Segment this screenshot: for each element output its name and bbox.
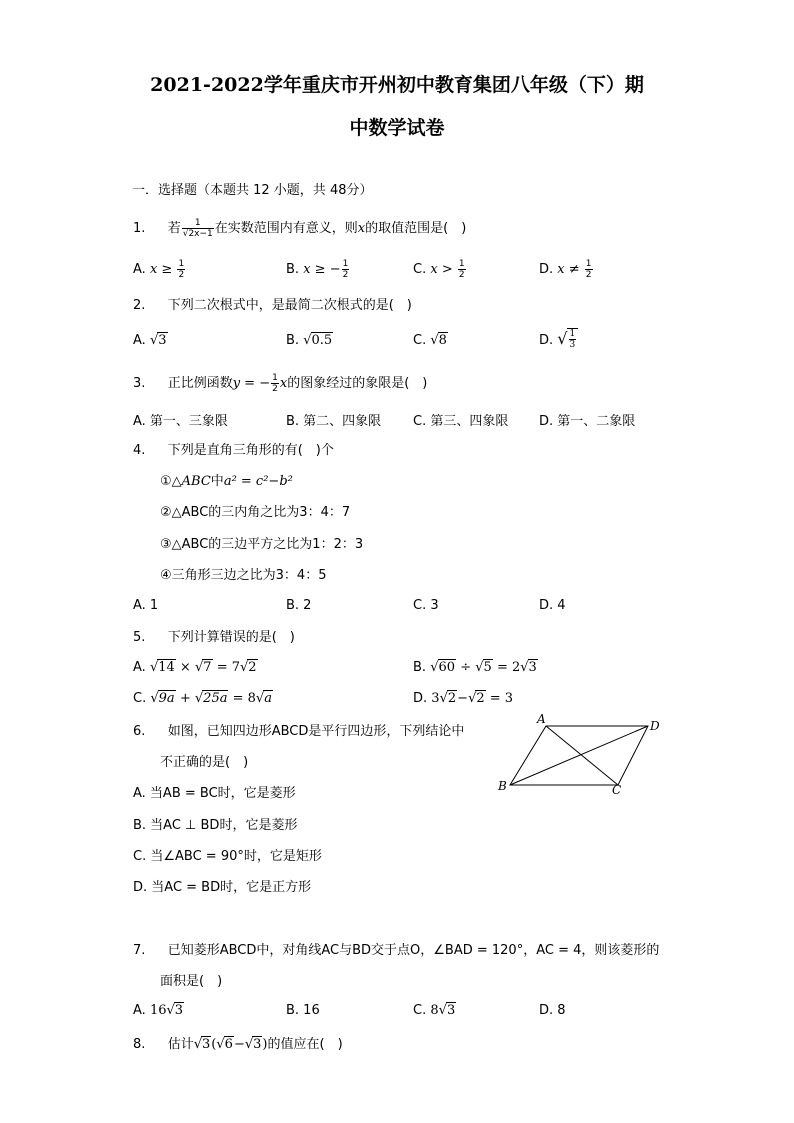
diagonal-bd bbox=[510, 726, 648, 785]
q5-c-label: C. bbox=[133, 691, 147, 706]
q8-paren-close: ) bbox=[262, 1037, 268, 1052]
q3-fn: 1 bbox=[272, 373, 278, 383]
q5-c-op: + bbox=[179, 691, 191, 706]
q7-a-c: 16 bbox=[149, 1003, 167, 1018]
q5-a-r2: 7 bbox=[203, 660, 212, 675]
q1-option-a bbox=[133, 259, 186, 280]
q7-c-label: C. bbox=[413, 1003, 427, 1018]
q4-option-b: B. 2 bbox=[286, 598, 312, 613]
q3-number: 3. bbox=[133, 376, 146, 391]
q5-option-c bbox=[133, 691, 273, 706]
q1-fraction bbox=[182, 218, 214, 239]
q1-d-expr: x ≠ bbox=[557, 262, 580, 277]
q6-stem-1 bbox=[133, 722, 464, 742]
q5-b-eq: = 2 bbox=[496, 660, 521, 675]
q4-s1-abc: ABC bbox=[181, 474, 211, 489]
q3-option-b: B. 第二、四象限 bbox=[286, 414, 382, 429]
q5-d-r1: 2 bbox=[447, 691, 457, 706]
q7-text-1: 已知菱形ABCD中，对角线AC与BD交于点O，∠BAD = 120°，AC = 4，则该菱形的 bbox=[167, 943, 660, 958]
q7-c-r: 3 bbox=[446, 1003, 456, 1018]
q5-stem bbox=[133, 628, 295, 648]
q6-option-b: B. 当AC ⊥ BD时，它是菱形 bbox=[133, 818, 298, 833]
q1-c-half bbox=[458, 259, 466, 280]
q5-a-sqrt2: √7 bbox=[194, 660, 212, 675]
q5-d-r2: 2 bbox=[476, 691, 485, 706]
q8-r2: 6 bbox=[224, 1037, 233, 1052]
q5-a-sqrt1: √14 bbox=[149, 660, 175, 675]
q1-a-half bbox=[177, 259, 185, 280]
q5-b-label: B. bbox=[413, 660, 427, 675]
q1-c-half-n: 1 bbox=[458, 259, 465, 269]
q7-option-a bbox=[133, 1003, 184, 1018]
q5-b-r2: 5 bbox=[483, 660, 492, 675]
q1-c-expr: x > bbox=[430, 262, 453, 277]
q2-option-d bbox=[539, 328, 578, 350]
q5-c-r3: a bbox=[264, 691, 272, 706]
q1-d-half-d: 2 bbox=[585, 270, 592, 280]
q5-b-sqrt3: √3 bbox=[520, 660, 537, 675]
q7-a-label: A. bbox=[133, 1003, 146, 1018]
q1-post: 在实数范围内有意义，则 bbox=[214, 221, 358, 236]
q6-parallelogram-figure bbox=[490, 708, 670, 803]
q5-number: 5. bbox=[133, 630, 146, 645]
q4-statement-3: ③△ABC的三边平方之比为1：2：3 bbox=[160, 537, 364, 552]
q1-a-label: A. bbox=[133, 262, 146, 277]
q5-c-sqrt2: √25a bbox=[194, 691, 228, 706]
q5-d-label: D. bbox=[413, 691, 428, 706]
q5-a-sqrt3: √2 bbox=[239, 660, 257, 675]
q7-c-sqrt: √3 bbox=[438, 1003, 456, 1018]
q5-option-d bbox=[413, 691, 513, 706]
q1-a-half-n: 1 bbox=[178, 259, 185, 269]
doc-title-line2: 中数学试卷 bbox=[349, 117, 445, 139]
q5-d-sqrt1: √2 bbox=[439, 691, 457, 706]
q5-option-b bbox=[413, 660, 538, 675]
q4-statement-4: ④三角形三边之比为3：4：5 bbox=[160, 568, 327, 583]
q5-d-eq: = 3 bbox=[489, 691, 514, 706]
q5-a-eq: = 7 bbox=[216, 660, 240, 675]
q1-a-half-d: 2 bbox=[178, 270, 185, 280]
q5-c-r1: 9a bbox=[158, 691, 175, 706]
q3-var: x bbox=[279, 376, 288, 391]
q1-stem bbox=[133, 218, 466, 239]
q5-a-label: A. bbox=[133, 660, 146, 675]
q1-frac-num: 1 bbox=[182, 218, 214, 229]
q1-d-half-n: 1 bbox=[585, 259, 592, 269]
q4-statement-2: ②△ABC的三内角之比为3：4：7 bbox=[160, 505, 351, 520]
q5-a-op: × bbox=[179, 660, 191, 675]
q1-option-d bbox=[539, 259, 594, 280]
q3-option-a: A. 第一、三象限 bbox=[133, 414, 228, 429]
q1-var: x bbox=[357, 221, 366, 236]
q1-option-c bbox=[413, 259, 467, 280]
q8-r1: 3 bbox=[202, 1037, 211, 1052]
q6-option-c: C. 当∠ABC = 90°时，它是矩形 bbox=[133, 849, 322, 864]
q7-a-sqrt: √3 bbox=[166, 1003, 184, 1018]
q8-pre: 估计 bbox=[167, 1037, 194, 1052]
q1-number: 1. bbox=[133, 221, 146, 236]
q1-pre: 若 bbox=[167, 221, 181, 236]
q2-c-label: C. bbox=[413, 333, 427, 348]
q1-b-half-d: 2 bbox=[342, 270, 349, 280]
q4-statement-1 bbox=[160, 472, 293, 492]
q4-option-d: D. 4 bbox=[539, 598, 566, 613]
q2-d-sqrt: √ $\frac{1}{3}$ bbox=[557, 328, 578, 350]
q2-d-d: 3 bbox=[569, 340, 576, 350]
q5-option-a bbox=[133, 660, 258, 675]
q2-number: 2. bbox=[133, 298, 146, 313]
q6-stem-2: 不正确的是( ) bbox=[160, 755, 249, 770]
q2-option-a bbox=[133, 333, 168, 348]
q5-b-r1: 60 bbox=[438, 660, 456, 675]
q5-d-sqrt2: √2 bbox=[468, 691, 485, 706]
q3-frac bbox=[271, 373, 279, 394]
q5-b-r3: 3 bbox=[528, 660, 537, 675]
q1-a-expr: x ≥ bbox=[149, 262, 173, 277]
q5-c-sqrt1: √9a bbox=[150, 691, 175, 706]
vertex-label-d: D bbox=[650, 719, 660, 733]
q2-d-n: 1 bbox=[569, 329, 576, 339]
q5-c-sqrt3: √a bbox=[255, 691, 272, 706]
q5-b-sqrt1: √60 bbox=[430, 660, 456, 675]
q5-a-r1: 14 bbox=[158, 660, 175, 675]
q7-option-d: D. 8 bbox=[539, 1003, 566, 1018]
q4-s1-tri: △ bbox=[171, 474, 182, 489]
diagonal-ac bbox=[546, 726, 618, 785]
q2-d-label: D. bbox=[539, 333, 554, 348]
q1-post2: 的取值范围是( ) bbox=[365, 221, 467, 236]
q3-eq: y = − bbox=[232, 376, 271, 391]
q2-d-frac bbox=[569, 329, 577, 350]
q6-option-a: A. 当AB = BC时，它是菱形 bbox=[133, 786, 296, 801]
q8-post: 的值应在( ) bbox=[267, 1037, 343, 1052]
q2-text: 下列二次根式中，是最简二次根式的是( ) bbox=[167, 298, 412, 313]
q3-post: 的图象经过的象限是( ) bbox=[287, 376, 428, 391]
q7-c-c: 8 bbox=[430, 1003, 439, 1018]
q2-b-rad: 0.5 bbox=[311, 333, 333, 348]
q4-option-a: A. 1 bbox=[133, 598, 159, 613]
q7-option-c bbox=[413, 1003, 456, 1018]
q2-a-rad: 3 bbox=[158, 333, 167, 348]
q8-sqrt1: √3 bbox=[193, 1037, 211, 1052]
q8-paren-open: ( bbox=[211, 1037, 217, 1052]
q6-text-1: 如图，已知四边形ABCD是平行四边形，下列结论中 bbox=[167, 724, 465, 739]
q5-d-op: − bbox=[457, 691, 469, 706]
q1-b-label: B. bbox=[286, 262, 300, 277]
q7-option-b: B. 16 bbox=[286, 1003, 320, 1018]
q2-stem bbox=[133, 296, 412, 316]
q5-b-op: ÷ bbox=[460, 660, 472, 675]
q6-number: 6. bbox=[133, 724, 146, 739]
q4-stem bbox=[133, 441, 334, 461]
section-header: 一．选择题（本题共 12 小题，共 48分） bbox=[132, 183, 373, 198]
q5-c-r2: 25a bbox=[203, 691, 228, 706]
q4-s1-mark: ① bbox=[160, 474, 172, 489]
vertex-label-a: A bbox=[537, 712, 546, 726]
q2-a-label: A. bbox=[133, 333, 146, 348]
q5-a-r3: 2 bbox=[248, 660, 257, 675]
q1-c-label: C. bbox=[413, 262, 427, 277]
q1-b-expr: x ≥ − bbox=[303, 262, 341, 277]
doc-title-line1: 2021-2022学年重庆市开州初中教育集团八年级（下）期 bbox=[150, 74, 644, 96]
q1-c-half-d: 2 bbox=[458, 270, 465, 280]
q6-option-d: D. 当AC = BD时，它是正方形 bbox=[133, 880, 312, 895]
q5-b-sqrt2: √5 bbox=[475, 660, 492, 675]
q7-stem-2: 面积是( ) bbox=[160, 974, 223, 989]
q4-s1-eq: a² = c²−b² bbox=[223, 474, 293, 489]
vertex-label-c: C bbox=[612, 783, 622, 797]
vertex-label-b: B bbox=[498, 779, 507, 793]
q7-number: 7. bbox=[133, 943, 146, 958]
q2-b-label: B. bbox=[286, 333, 300, 348]
q3-option-c: C. 第三、四象限 bbox=[413, 414, 509, 429]
q8-r3: 3 bbox=[253, 1037, 262, 1052]
q2-a-sqrt: √3 bbox=[149, 333, 167, 348]
q8-op: − bbox=[233, 1037, 245, 1052]
q3-stem bbox=[133, 373, 427, 394]
q4-option-c: C. 3 bbox=[413, 598, 439, 613]
q1-d-half bbox=[585, 259, 593, 280]
q4-s1-text: 中 bbox=[210, 474, 224, 489]
q5-text: 下列计算错误的是( ) bbox=[167, 630, 295, 645]
q5-c-eq: = 8 bbox=[232, 691, 256, 706]
q1-d-label: D. bbox=[539, 262, 554, 277]
q1-frac-den: √2x−1 bbox=[182, 229, 213, 239]
q3-option-d: D. 第一、二象限 bbox=[539, 414, 636, 429]
q3-pre: 正比例函数 bbox=[167, 376, 233, 391]
q2-option-b bbox=[286, 333, 333, 348]
q4-number: 4. bbox=[133, 443, 146, 458]
q8-sqrt3: √3 bbox=[244, 1037, 262, 1052]
q2-option-c bbox=[413, 333, 448, 348]
q2-b-sqrt: √0.5 bbox=[303, 333, 333, 348]
q1-b-half-n: 1 bbox=[342, 259, 349, 269]
q8-number: 8. bbox=[133, 1037, 146, 1052]
q3-fd: 2 bbox=[272, 384, 278, 394]
q1-option-b bbox=[286, 259, 350, 280]
q2-c-rad: 8 bbox=[438, 333, 447, 348]
q1-b-half bbox=[342, 259, 350, 280]
q7-stem-1 bbox=[133, 941, 659, 961]
q8-sqrt2: √6 bbox=[216, 1037, 233, 1052]
q7-a-r: 3 bbox=[174, 1003, 184, 1018]
q2-c-sqrt: √8 bbox=[430, 333, 447, 348]
q4-text: 下列是直角三角形的有( )个 bbox=[167, 443, 334, 458]
q8-stem bbox=[133, 1035, 343, 1055]
q5-d-c: 3 bbox=[431, 691, 440, 706]
